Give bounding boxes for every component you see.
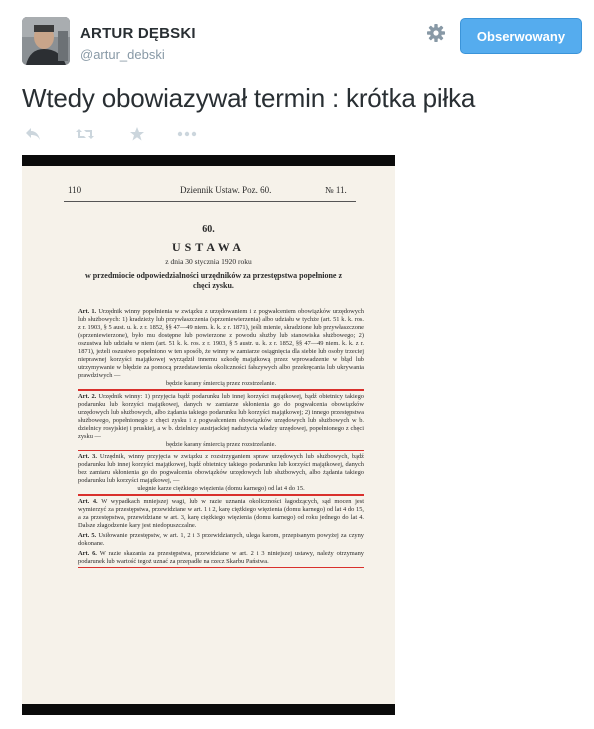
article-emphasis: będzie karany śmiercią przez rozstrzelanie. — [165, 440, 277, 448]
tweet-media-image[interactable] — [22, 155, 395, 715]
article: Art. 5. Usiłowanie przestępstw, w art. 1, 2 i 3 przewidzianych, ulega karom, przepisanym powyżej za czyny dokonane. — [78, 531, 364, 547]
avatar[interactable] — [22, 17, 70, 65]
user-name[interactable]: ARTUR DĘBSKI — [80, 25, 196, 42]
user-handle[interactable]: @artur_debski — [80, 47, 165, 62]
tweet-text: Wtedy obowiazywał termin : krótka piłka — [22, 83, 476, 113]
issue-number: № 11. — [325, 185, 347, 195]
article: Art. 1. Urzędnik winny popełnienia w związku z urzędowaniem i z pogwałceniem obowiązków urzędowych lub służbowych: 1) kradzieży lub przywłaszczenia (sprzeniewierzenia) albo udziału w tychże (art. 51 k. k. ros. z r. 1903, § 5 aust. u. k. z r. 1852, §§ 47—49 niem. k. k. z r. 1871), jeśli mienie, skradzione lub przywłaszczone (sprzeniewierzone), było mu dostępne lub powierzone z powodu służby lub stanowiska służbowego; 2) oszustwa lub udziału w niem (art. 51 k. k. ros. z r. 1903, § 5 austr. u. k. z r. 1852, §§ 47—49 niem. k. k. z r. 1871), jeżeli oszustwo popełniono w ten sposób, że winny w zamiarze osiągnięcia dla siebie lub osoby trzeciej nieprawnej korzyści majątkowej wyrządził innemu szkodę majątkową przez wprowadzenie w błąd lub utrzymywanie w błędzie za pomocą przedstawienia okoliczności fałszywych albo przekręcania lub ukrywania prawdziwych — będzie karany śmiercią przez rozstrzelanie. — [78, 308, 364, 391]
red-underline — [78, 450, 364, 452]
retweet-icon[interactable] — [74, 124, 96, 144]
favorite-icon[interactable] — [126, 124, 148, 144]
article: Art. 4. W wypadkach mniejszej wagi, lub w razie uznania okoliczności łagodzących, sąd mocen jest wymierzyć za przestępstwa, przewidziane w art. 1 i 2, karę ciężkiego więzienia (domu karnego) od lat 4 do 15, a za przestępstwa, przewidziane w art. 3, karę ciężkiego więzienia (domu karnego) od roku jednego do lat 4. Dalsze złagodzenie kary jest niedopuszczalne. — [78, 497, 364, 529]
red-underline — [78, 567, 364, 569]
document-page — [22, 166, 395, 704]
articles — [78, 308, 364, 570]
media-bottom-bar — [22, 704, 395, 715]
header-rule — [64, 201, 356, 202]
red-underline — [78, 389, 364, 391]
article: Art. 6. W razie skazania za przestępstwa, przewidziane w art. 2 i 3 niniejszej ustawy, należy otrzymany podarunek lub wartość tegoż uznać za przepadłe na rzecz Skarbu Państwa. — [78, 550, 364, 569]
red-underline — [78, 494, 364, 496]
reply-icon[interactable] — [22, 124, 44, 144]
more-icon[interactable] — [176, 124, 198, 144]
act-subject: w przedmiocie odpowiedzialności urzędników za przestępstwa popełnione z chęci zysku. — [84, 271, 343, 290]
follow-button[interactable]: Obserwowany — [460, 18, 582, 54]
gear-icon[interactable] — [426, 23, 446, 43]
article-emphasis: będzie karany śmiercią przez rozstrzelanie. — [165, 380, 277, 387]
document-header — [22, 185, 395, 197]
article-emphasis: ulegnie karze ciężkiego więzienia (domu karnego) od lat 4 do 15. — [137, 485, 305, 492]
article: Art. 2. Urzędnik winny: 1) przyjęcia bądź podarunku lub innej korzyści majątkowej, bądź obietnicy takiego podarunku lub korzyści majątkowej, danych w zamiarze skłonienia go do pogwałcenia obowiązków urzędowych lub służbowych, albo żądania takiego podarunku lub korzyści majątkowej; 2) innego przestępstwa służbowego, popełnionego z chęci zysku i z pogwałceniem obowiązków urzędowych lub służbowych w b. dzielnicy rosyjskiej i pruskiej, a w b. dzielnicy austrjackiej nadużycia władzy urzędowej, popełnionego z chęci zysku — będzie karany śmiercią przez rozstrzelanie. — [78, 393, 364, 452]
media-top-bar — [22, 155, 395, 166]
tweet-header — [22, 17, 582, 69]
article: Art. 3. Urzędnik, winny przyjęcia w związku z rozstrzyganiem spraw urzędowych lub służbowych, bądź podarunku lub innej korzyści majątkowej, bądź obietnicy takiego podarunku lub korzyści majątkowej, danych bez zamiaru skłonienia go do pogwałcenia obowiązków urzędowych lub służbowych, albo żądania takiego podarunku lub korzyści majątkowej, — ulegnie karze ciężkiego więzienia (domu karnego) od lat 4 do 15. — [78, 453, 364, 496]
position-number: 60. — [202, 224, 215, 235]
journal-title: Dziennik Ustaw. Poz. 60. — [180, 185, 272, 195]
page-number: 110 — [68, 185, 82, 195]
act-date: z dnia 30 stycznia 1920 roku — [165, 257, 252, 266]
act-title: USTAWA — [171, 240, 246, 254]
